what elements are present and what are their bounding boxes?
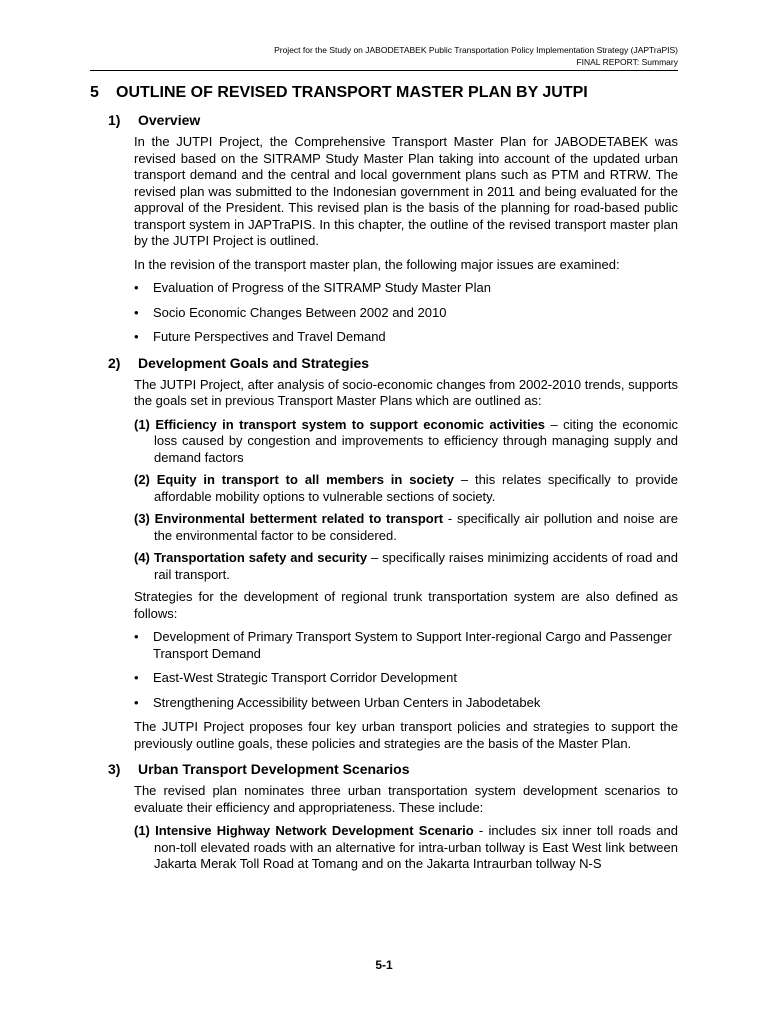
chapter-title-text: OUTLINE OF REVISED TRANSPORT MASTER PLAN BY JUTPI <box>116 84 588 101</box>
goal-number: (3) <box>134 511 150 526</box>
paragraph: The JUTPI Project, after analysis of socio-economic changes from 2002-2010 trends, supports the goals set in previous Transport Master Plans which are outlined as: <box>134 376 678 408</box>
goal-title: Environmental betterment related to transport <box>154 511 444 526</box>
goal-number: (2) <box>134 472 150 487</box>
section-title: Overview <box>138 112 201 128</box>
goal-item <box>134 472 678 505</box>
goal-title: Equity in transport to all members in society <box>156 472 455 487</box>
goal-title: Efficiency in transport system to support economic activities <box>155 416 546 432</box>
header-divider <box>90 70 678 71</box>
goal-text: – citing the economic loss caused by congestion and improvements to efficiency through managing supply and demand factors <box>154 416 678 465</box>
goal-item <box>134 417 678 467</box>
section-heading-scenarios <box>108 761 678 777</box>
section-heading-goals <box>108 355 678 371</box>
goal-text: – specifically raises minimizing accidents of road and rail transport. <box>154 550 678 582</box>
bullet-list <box>134 629 678 711</box>
list-item: • East-West Strategic Transport Corridor Development <box>134 670 678 687</box>
section-number: 1) <box>108 112 121 128</box>
goal-title: Transportation safety and security <box>153 550 368 565</box>
chapter-number: 5 <box>90 84 99 101</box>
list-item: • Future Perspectives and Travel Demand <box>134 329 678 346</box>
section-heading-overview <box>108 112 678 128</box>
section-number: 3) <box>108 761 121 777</box>
list-item: • Development of Primary Transport System to Support Inter-regional Cargo and Passenger Transport Demand <box>134 629 678 662</box>
scenario-text: - includes six inner toll roads and non-toll elevated roads with an alternative for intra-urban tollway is East West link between Jakarta Merak Toll Road at Tomang and on the Jakarta Intraurban tollway N-S <box>154 823 678 871</box>
scenario-item <box>134 823 678 873</box>
section-number: 2) <box>108 354 121 371</box>
paragraph: In the revision of the transport master plan, the following major issues are examined: <box>134 256 620 272</box>
list-item: • Evaluation of Progress of the SITRAMP Study Master Plan <box>134 280 678 297</box>
page-number: 5-1 <box>375 958 393 972</box>
goal-number: (4) <box>134 550 150 565</box>
section-title: Urban Transport Development Scenarios <box>138 761 410 777</box>
header-project-title: Project for the Study on JABODETABEK Public Transportation Policy Implementation Strategy (JAPTraPIS) <box>274 45 678 55</box>
document-body <box>90 84 678 879</box>
page-header <box>274 44 678 68</box>
bullet-list <box>134 280 678 346</box>
scenario-number: (1) <box>134 823 150 838</box>
chapter-title <box>90 84 678 102</box>
list-item: • Strengthening Accessibility between Urban Centers in Jabodetabek <box>134 695 678 712</box>
section-title: Development Goals and Strategies <box>138 354 370 371</box>
goal-text: – this relates specifically to provide affordable mobility options to vulnerable sections of society. <box>154 472 678 504</box>
paragraph: Strategies for the development of regional trunk transportation system are also defined as follows: <box>134 589 678 621</box>
paragraph: In the JUTPI Project, the Comprehensive Transport Master Plan for JABODETABEK was revised based on the SITRAMP Study Master Plan taking into account of the updated urban transport demand and the central and local government plans such as PTM and RTRW. The revised plan was submitted to the Indonesian government in 2011 and being evaluated for the approval of the President. This revised plan is the basis of the planning for road-based public transport system in JAPTraPIS. In this chapter, the outline of the revised transport master plan by the JUTPI Project is outlined. <box>134 134 678 248</box>
goal-item <box>134 550 678 583</box>
goal-number: (1) <box>134 416 150 432</box>
list-item: • Socio Economic Changes Between 2002 and 2010 <box>134 305 678 322</box>
paragraph: The revised plan nominates three urban transportation system development scenarios to evaluate their efficiency and appropriateness. These include: <box>134 783 678 815</box>
scenario-title: Intensive Highway Network Development Scenario <box>155 823 474 838</box>
header-report-type: FINAL REPORT: Summary <box>576 57 678 67</box>
goal-item <box>134 511 678 544</box>
paragraph: The JUTPI Project proposes four key urban transport policies and strategies to support the previously outline goals, these policies and strategies are the basis of the Master Plan. <box>134 719 678 751</box>
goal-text: - specifically air pollution and noise are the environmental factor to be considered. <box>154 511 678 543</box>
